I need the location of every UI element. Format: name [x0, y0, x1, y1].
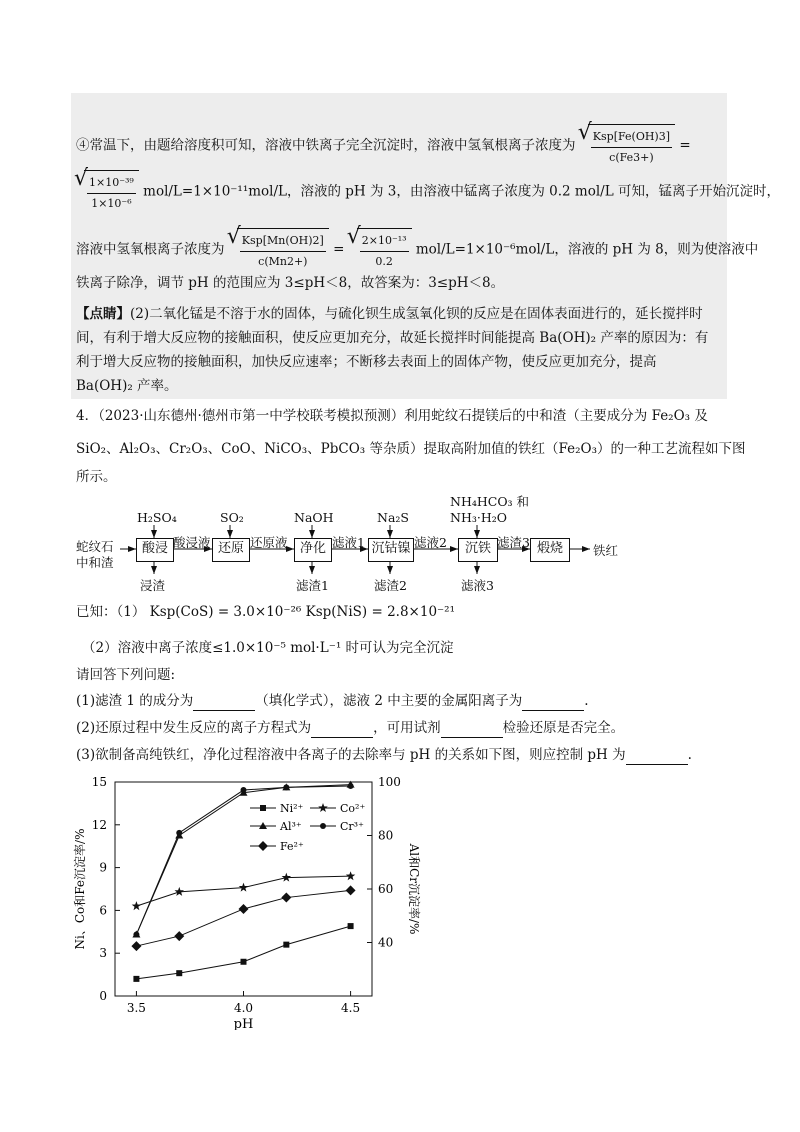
right-tick-label-0: 40 [378, 935, 394, 950]
box-calcine: 煅烧 [530, 538, 570, 562]
reagent-h2so4: H₂SO₄ [137, 510, 177, 525]
legend-label-4: Fe²⁺ [280, 840, 304, 853]
frac-mn-value-den: 0.2 [375, 255, 393, 268]
series-line-1 [136, 876, 350, 906]
q2-text-b: ，可用试剂 [373, 720, 441, 736]
legend-marker-4 [258, 841, 268, 851]
label-acid-liquor: 酸浸液 [173, 535, 211, 550]
series-3-point-2 [241, 787, 247, 793]
right-tick-label-1: 60 [378, 882, 394, 896]
question-line-3: 所示。 [76, 469, 117, 485]
solution-text-3b: mol/L=1×10⁻⁶mol/L，溶液的 pH 为 8，则为使溶液中 [415, 241, 759, 258]
right-tick-label-3: 100 [378, 775, 401, 789]
left-tick-label-0: 0 [99, 989, 107, 1003]
frac-mn-denominator: c(Mn2+) [258, 255, 308, 268]
series-1-point-4 [346, 871, 356, 880]
q1-text-b: （填化学式），滤液 2 中主要的金属阳离子为 [255, 693, 523, 709]
x-tick-label-1: 4.0 [233, 1001, 254, 1015]
series-3-point-4 [348, 783, 354, 789]
flow-input-2: 中和渣 [76, 555, 114, 570]
q1-blank-2[interactable] [522, 696, 584, 711]
series-0-point-3 [283, 942, 289, 948]
known-ksp: 已知：（1） Ksp(CoS) = 3.0×10⁻²⁶ Ksp(NiS) = 2.8×10⁻²¹ [76, 604, 455, 620]
series-0-point-0 [133, 976, 139, 982]
legend-marker-3 [320, 823, 326, 829]
box-purify: 净化 [294, 538, 332, 562]
q2-blank-2[interactable] [441, 723, 503, 738]
waste-leach-residue: 浸渣 [140, 578, 166, 593]
solution-text-3a: 溶液中氢氧根离子浓度为 [76, 241, 225, 258]
frac-mn-value-num: √ 2×10⁻¹³ [360, 231, 409, 252]
box-iron-precip: 沉铁 [458, 538, 498, 562]
q2-text-c: 检验还原是否完全。 [502, 720, 625, 736]
q2-blank-1[interactable] [311, 723, 373, 738]
series-1-point-0 [132, 901, 142, 910]
q3-blank-1[interactable] [626, 750, 688, 765]
frac-fe-numerator: √ Ksp[Fe(OH)3] [591, 127, 672, 148]
legend-label-1: Co²⁺ [340, 802, 366, 815]
q1-text-a: (1)滤渣 1 的成分为 [76, 693, 194, 709]
solution-line-3: 溶液中氢氧根离子浓度为 √ $\frac{\text{Ksp[Mn(OH)2]}}{c(Mn2+)}$ = √ $\frac{\text{2×10⁻¹³}}{0.2}$ mol/L=1×10⁻⁶mol/L，溶液的 pH 为 8，则为使溶液中 [76, 228, 758, 272]
series-3-point-0 [133, 931, 139, 937]
waste-filtrate-3: 滤液3 [461, 578, 494, 593]
y-right-axis-label: Al和Cr沉淀率/% [407, 843, 421, 935]
frac-fe-denominator: c(Fe3+) [609, 151, 654, 164]
reagent-naoh: NaOH [294, 510, 334, 525]
label-reduced-liquor: 还原液 [250, 535, 288, 550]
legend-marker-0 [260, 805, 266, 811]
solution-text-2: mol/L=1×10⁻¹¹mol/L，溶液的 pH 为 3，由溶液中锰离子浓度为 0.2 mol/L 可知，锰离子开始沉淀时， [143, 183, 780, 200]
left-tick-label-4: 12 [91, 817, 107, 832]
question-1 [76, 691, 589, 711]
q2-text-a: (2)还原过程中发生反应的离子方程式为 [76, 720, 312, 736]
removal-rate-chart [70, 770, 430, 1030]
series-4-point-1 [174, 931, 184, 941]
question-3 [76, 745, 692, 765]
question-line-2: SiO₂、Al₂O₃、Cr₂O₃、CoO、NiCO₃、PbCO₃ 等杂质）提取高附加值的铁红（Fe₂O₃）的一种工艺流程如下图 [76, 441, 746, 457]
series-4-point-4 [346, 885, 356, 895]
series-0-point-1 [176, 970, 182, 976]
label-product: 铁红 [593, 543, 619, 558]
series-line-0 [136, 926, 350, 979]
series-4-point-2 [239, 904, 249, 914]
y-left-axis-label: Ni、Co和Fe沉淀率/% [73, 828, 87, 950]
label-residue-3: 滤渣3 [497, 535, 530, 550]
q3-text-b: . [687, 747, 692, 763]
series-0-point-4 [348, 923, 354, 929]
equals-sign: = [679, 137, 691, 154]
x-axis-label: pH [233, 1017, 254, 1030]
point-line-4: Ba(OH)₂ 产率。 [76, 378, 178, 394]
frac-mn-numerator: √ Ksp[Mn(OH)2] [240, 231, 326, 252]
legend-label-2: Al³⁺ [280, 820, 302, 833]
series-3-point-1 [176, 830, 182, 836]
frac-fe-value-num: √ 1×10⁻³⁹ [87, 173, 136, 194]
reagent-nh3h2o: NH₃·H₂O [450, 510, 507, 525]
left-tick-label-5: 15 [91, 775, 107, 789]
waste-residue-1: 滤渣1 [296, 578, 329, 593]
series-3-point-3 [283, 784, 289, 790]
known-complete-precip: （2）溶液中离子浓度≤1.0×10⁻⁵ mol·L⁻¹ 时可认为完全沉淀 [82, 640, 454, 656]
point-label: 【点睛】 [76, 306, 130, 322]
q3-text-a: (3)欲制备高纯铁红，净化过程溶液中各离子的去除率与 pH 的关系如下图，则应控制 pH 为 [76, 747, 626, 763]
box-reduction: 还原 [212, 538, 250, 562]
solution-line-4: 铁离子除净，调节 pH 的范围应为 3≤pH＜8，故答案为：3≤pH＜8。 [76, 275, 505, 291]
legend-marker-1 [318, 803, 328, 812]
answer-prompt: 请回答下列问题: [76, 667, 176, 683]
reagent-nh4hco3: NH₄HCO₃ 和 [450, 494, 530, 509]
label-filtrate-2: 滤液2 [414, 535, 447, 550]
frac-fe-value-den: 1×10⁻⁶ [91, 197, 132, 210]
legend-label-0: Ni²⁺ [280, 802, 304, 815]
left-tick-label-1: 3 [99, 946, 107, 961]
series-line-4 [136, 890, 350, 946]
series-4-point-3 [281, 893, 291, 903]
question-2 [76, 718, 624, 738]
left-tick-label-2: 6 [99, 903, 107, 918]
right-tick-label-2: 80 [378, 828, 394, 843]
reagent-na2s: Na₂S [377, 510, 409, 525]
point-text-1: (2)二氧化锰是不溶于水的固体，与硫化钡生成氢氧化钡的反应是在固体表面进行的，延长搅拌时 [130, 306, 703, 322]
waste-residue-2: 滤渣2 [374, 578, 407, 593]
solution-text-1: ④常温下，由题给溶度积可知，溶液中铁离子完全沉淀时，溶液中氢氧根离子浓度为 [76, 137, 576, 154]
point-line-3: 利于增大反应物的接触面积，加快反应速率；不断移去表面上的固体产物，使反应更加充分，提高 [76, 354, 657, 370]
series-4-point-0 [131, 941, 141, 951]
left-tick-label-3: 9 [99, 860, 107, 875]
flow-input-1: 蛇纹石 [76, 539, 114, 554]
x-tick-label-2: 4.5 [341, 1001, 361, 1015]
reagent-so2: SO₂ [220, 510, 244, 525]
legend-label-3: Cr³⁺ [340, 820, 364, 833]
label-filtrate-1: 滤液1 [332, 535, 365, 550]
series-0-point-2 [241, 959, 247, 965]
q1-text-c: . [584, 693, 589, 709]
question-line-1: 4．（2023·山东德州·德州市第一中学校联考模拟预测）利用蛇纹石提镁后的中和渣（主要成分为 Fe₂O₃ 及 [76, 408, 708, 424]
point-line-2: 间，有利于增大反应物的接触面积，使反应更加充分，故延长搅拌时间能提高 Ba(OH)₂ 产率的原因为：有 [76, 330, 709, 346]
box-acid-leach: 酸浸 [136, 538, 174, 562]
series-1-point-1 [175, 887, 185, 896]
box-cobalt-nickel: 沉钴镍 [368, 538, 414, 562]
x-tick-label-0: 3.5 [126, 1001, 146, 1015]
q1-blank-1[interactable] [193, 696, 255, 711]
